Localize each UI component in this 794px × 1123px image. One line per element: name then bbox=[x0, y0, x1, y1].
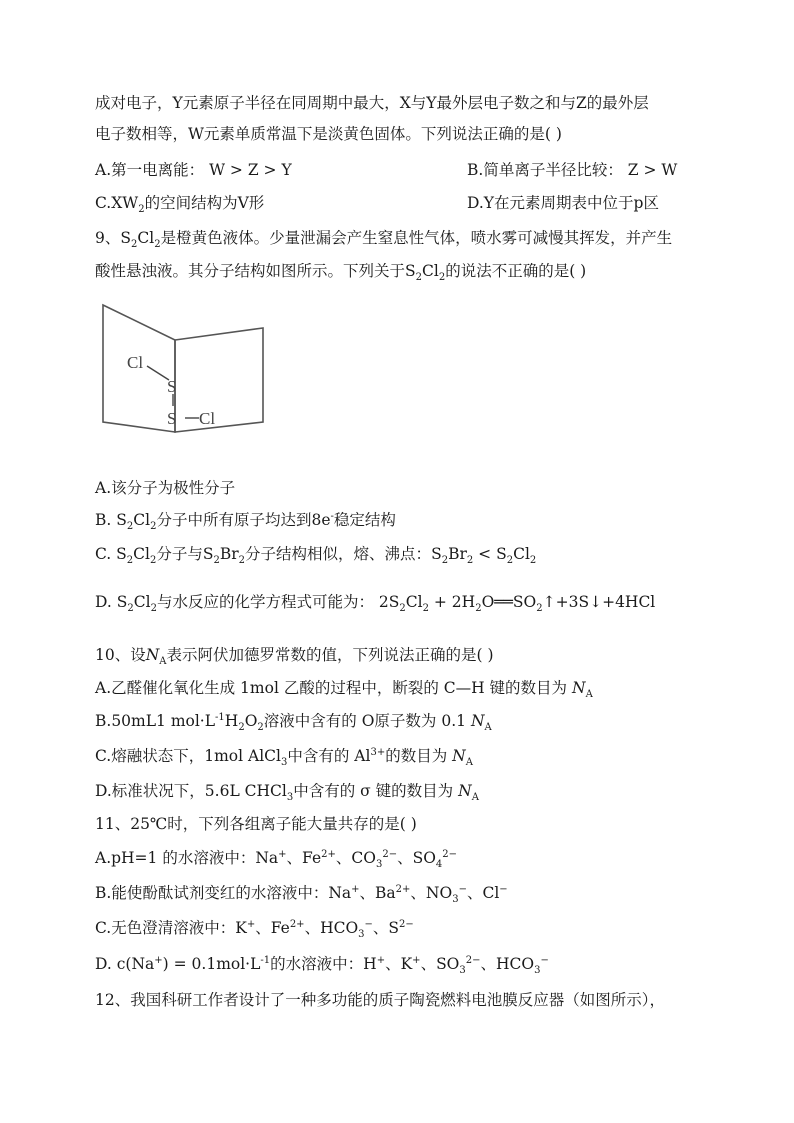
subscript: 2 bbox=[466, 555, 474, 567]
superscript: + bbox=[351, 883, 360, 895]
text: 分子中所有原子均达到 bbox=[156, 511, 312, 529]
q11-option-d bbox=[95, 954, 549, 977]
superscript: + bbox=[376, 954, 386, 966]
text: Cl bbox=[405, 593, 423, 611]
text: 溶液中含有的 O原子数为 0.1 bbox=[263, 712, 466, 730]
superscript: 2− bbox=[442, 848, 458, 860]
text: 电子数相等，W元素单质常温下是淡黄色固体。下列说法正确的是( ) bbox=[95, 125, 562, 143]
subscript: 2 bbox=[238, 555, 246, 567]
subscript: 2 bbox=[475, 603, 482, 615]
text: 、K bbox=[385, 955, 413, 973]
q8-options-ab bbox=[95, 160, 678, 180]
chemical-equation bbox=[378, 593, 656, 615]
q10-option-b bbox=[95, 711, 492, 734]
superscript: -1 bbox=[215, 711, 225, 723]
superscript: − bbox=[458, 883, 467, 895]
subscript: 2 bbox=[150, 603, 157, 615]
subscript: A bbox=[471, 792, 479, 804]
text: C.XW bbox=[95, 194, 139, 212]
subscript: 2 bbox=[127, 603, 134, 615]
subscript: 2 bbox=[150, 521, 157, 533]
text: C. S bbox=[95, 545, 127, 563]
subscript: 2 bbox=[536, 603, 543, 615]
cl-s-bond-top bbox=[147, 366, 169, 380]
subscript: 2 bbox=[529, 555, 537, 567]
subscript: 4 bbox=[435, 859, 443, 871]
text: O══SO bbox=[481, 593, 537, 611]
text: 、CO bbox=[335, 849, 376, 867]
q10-option-c bbox=[95, 746, 473, 769]
text: Br bbox=[448, 545, 467, 563]
q9-stem-line1 bbox=[95, 228, 673, 251]
atom-s-top: S bbox=[167, 377, 177, 396]
right-plane bbox=[175, 328, 263, 432]
text: 成对电子，Y元素原子半径在同周期中最大，X与Y最外层电子数之和与Z的最外层 bbox=[95, 94, 649, 112]
q9-option-d bbox=[95, 592, 656, 615]
text: C.无色澄清溶液中：K bbox=[95, 919, 247, 937]
atom-s-bottom: S bbox=[167, 409, 177, 428]
q12-stem bbox=[95, 990, 665, 1010]
text: 、HCO bbox=[304, 919, 359, 937]
subscript: 2 bbox=[399, 603, 406, 615]
text: B.50mL1 mol·L bbox=[95, 712, 216, 730]
text: 10、设 bbox=[95, 646, 146, 664]
text: 中含有的 σ 键的数目为 bbox=[293, 782, 454, 800]
text: 的水溶液中：H bbox=[270, 955, 377, 973]
q9-stem-line2 bbox=[95, 261, 587, 284]
text: 是橙黄色液体。少量泄漏会产生窒息性气体，喷水雾可减慢其挥发，并产生 bbox=[160, 229, 673, 247]
q11-option-a bbox=[95, 848, 458, 871]
text: + 2H bbox=[428, 593, 476, 611]
superscript: 2+ bbox=[289, 918, 305, 930]
q10-stem bbox=[95, 645, 494, 668]
subscript: 3 bbox=[459, 965, 466, 977]
text: 的说法不正确的是( ) bbox=[445, 262, 587, 280]
q11-option-c bbox=[95, 918, 414, 941]
superscript: − bbox=[364, 918, 373, 930]
text: 与水反应的化学方程式可能为： bbox=[156, 593, 374, 611]
text: Cl bbox=[133, 593, 151, 611]
subscript: 2 bbox=[126, 521, 134, 533]
s2cl2-structure-figure bbox=[95, 300, 270, 435]
avogadro-symbol: N bbox=[470, 712, 485, 730]
text: 、SO bbox=[397, 849, 436, 867]
text: 酸性悬浊液。其分子结构如图所示。下列关于S bbox=[95, 262, 416, 280]
avogadro-symbol: N bbox=[452, 747, 466, 765]
text: 8e bbox=[311, 511, 331, 529]
text: 9、S bbox=[95, 229, 131, 247]
avogadro-symbol: N bbox=[572, 679, 586, 697]
avogadro-symbol: N bbox=[458, 782, 472, 800]
superscript: + bbox=[278, 848, 287, 860]
q11-stem bbox=[95, 814, 417, 834]
q8-options-cd bbox=[95, 193, 659, 216]
q8-stem-line1 bbox=[95, 93, 649, 113]
subscript: 2 bbox=[415, 272, 422, 284]
text: 中含有的 Al bbox=[287, 747, 371, 765]
superscript: 2+ bbox=[321, 848, 336, 860]
subscript: 3 bbox=[280, 757, 288, 769]
text: A.第一电离能： bbox=[95, 161, 205, 179]
text: Cl bbox=[133, 545, 150, 563]
subscript: 2 bbox=[154, 239, 161, 251]
subscript: A bbox=[159, 656, 167, 668]
subscript: 2 bbox=[138, 204, 145, 216]
text: D. S bbox=[95, 593, 128, 611]
subscript: 2 bbox=[238, 722, 245, 734]
superscript: − bbox=[540, 954, 549, 966]
subscript: 2 bbox=[422, 603, 429, 615]
text: 分子与S bbox=[156, 545, 214, 563]
text: 、Cl bbox=[466, 884, 500, 902]
text: A.pH=1 的水溶液中：Na bbox=[95, 849, 279, 867]
text: D. c(Na bbox=[95, 955, 155, 973]
text: H bbox=[224, 712, 239, 730]
text: 、S bbox=[372, 919, 400, 937]
q10-option-d bbox=[95, 781, 479, 804]
q10-option-a bbox=[95, 678, 593, 701]
superscript: -1 bbox=[260, 954, 271, 966]
text: Cl bbox=[133, 511, 151, 529]
superscript: 3+ bbox=[370, 746, 386, 758]
text: 、Ba bbox=[359, 884, 396, 902]
q9-option-a bbox=[95, 478, 235, 498]
text: B.简单离子半径比较： bbox=[467, 161, 623, 179]
subscript: A bbox=[585, 689, 593, 701]
subscript: 2 bbox=[506, 555, 514, 567]
q8-stem-line2 bbox=[95, 124, 562, 144]
q8-option-b bbox=[467, 160, 677, 180]
text: 、SO bbox=[420, 955, 460, 973]
text: B. S bbox=[95, 511, 127, 529]
subscript: 3 bbox=[375, 859, 383, 871]
subscript: 3 bbox=[534, 965, 541, 977]
avogadro-symbol: N bbox=[145, 646, 160, 664]
subscript: A bbox=[465, 757, 473, 769]
atom-cl-bottom: Cl bbox=[199, 409, 216, 428]
subscript: 2 bbox=[441, 555, 449, 567]
text: 2S bbox=[378, 593, 400, 611]
q9-option-b bbox=[95, 510, 396, 533]
text: D.标准状况下，5.6L CHCl bbox=[95, 782, 287, 800]
text: 稳定结构 bbox=[333, 511, 396, 529]
q8-option-d: D.Y在元素周期表中位于p区 bbox=[467, 194, 659, 212]
atom-cl-top: Cl bbox=[127, 353, 144, 372]
formula: Z > W bbox=[627, 161, 678, 179]
subscript: 2 bbox=[149, 555, 157, 567]
subscript: 2 bbox=[257, 722, 264, 734]
text: 的数目为 bbox=[385, 747, 448, 765]
superscript: 2− bbox=[465, 954, 481, 966]
subscript: 2 bbox=[126, 555, 134, 567]
subscript: 3 bbox=[358, 929, 365, 941]
text: 12、我国科研工作者设计了一种多功能的质子陶瓷燃料电池膜反应器（如图所示）， bbox=[95, 991, 665, 1009]
text: 、HCO bbox=[480, 955, 535, 973]
superscript: 2− bbox=[382, 848, 398, 860]
text: S bbox=[431, 545, 442, 563]
subscript: A bbox=[484, 722, 492, 734]
text: Cl bbox=[513, 545, 530, 563]
text: Br bbox=[219, 545, 239, 563]
text: 11、25℃时，下列各组离子能大量共存的是( ) bbox=[95, 815, 417, 833]
text: C.熔融状态下，1mol AlCl bbox=[95, 747, 281, 765]
q8-option-a bbox=[95, 161, 292, 179]
text: 分子结构相似，熔、沸点： bbox=[245, 545, 432, 563]
q9-option-c bbox=[95, 544, 537, 567]
superscript: + bbox=[412, 954, 421, 966]
text: B.能使酚酞试剂变红的水溶液中：Na bbox=[95, 884, 352, 902]
text: 的空间结构为V形 bbox=[144, 194, 265, 212]
subscript: 2 bbox=[130, 239, 138, 251]
text: Cl bbox=[137, 229, 155, 247]
text: A.该分子为极性分子 bbox=[95, 479, 236, 497]
text: A.乙醛催化氧化生成 1mol 乙酸的过程中，断裂的 C—H 键的数目为 bbox=[95, 679, 568, 697]
formula: W > Z > Y bbox=[209, 161, 292, 179]
subscript: 3 bbox=[452, 894, 459, 906]
text: 表示阿伏加德罗常数的值，下列说法正确的是( ) bbox=[166, 646, 494, 664]
superscript: 2− bbox=[399, 918, 414, 930]
text: Cl bbox=[422, 262, 439, 280]
text: < S bbox=[473, 545, 507, 563]
text: 、Fe bbox=[255, 919, 290, 937]
text: ↑+3S↓+4HCl bbox=[542, 593, 656, 611]
q8-option-c bbox=[95, 194, 265, 216]
superscript: 2+ bbox=[395, 883, 411, 895]
subscript: 2 bbox=[213, 555, 220, 567]
subscript: 3 bbox=[286, 792, 294, 804]
q11-option-b bbox=[95, 883, 508, 906]
subscript: 2 bbox=[438, 272, 446, 284]
s2cl2-molecule-diagram bbox=[95, 300, 270, 435]
superscript: + bbox=[154, 954, 163, 966]
text: 、Fe bbox=[286, 849, 322, 867]
text: 、NO bbox=[410, 884, 453, 902]
superscript: − bbox=[499, 883, 508, 895]
superscript: - bbox=[330, 510, 334, 522]
superscript: + bbox=[246, 918, 256, 930]
text: O bbox=[244, 712, 258, 730]
text: ) = 0.1mol·L bbox=[162, 955, 261, 973]
